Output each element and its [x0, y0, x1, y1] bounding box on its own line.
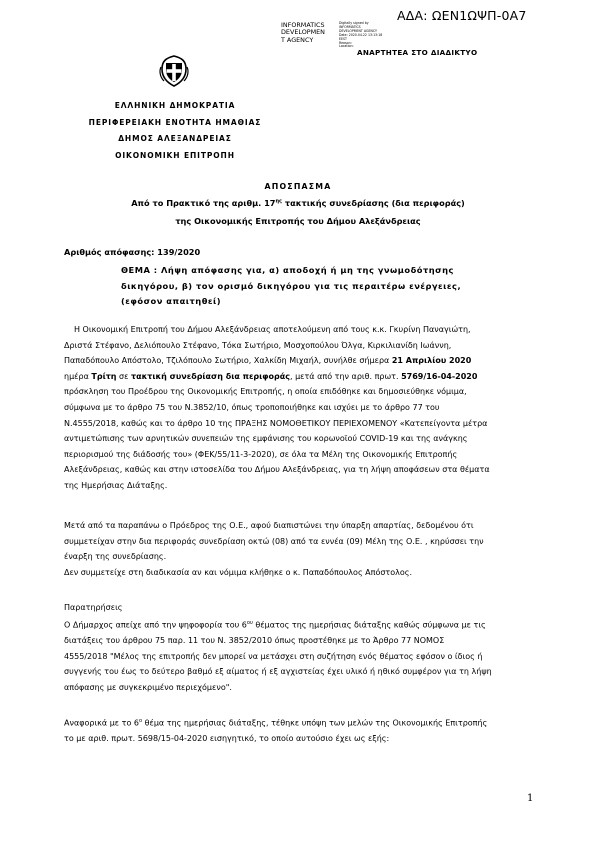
decision-number: Αριθμός απόφασης: 139/2020 [64, 247, 201, 257]
paragraph-line: περιορισμού της διάδοσής του» (ΦΕΚ/55/11-3-2020), σε όλα τα Μέλη της Οικονομικής Επιτροπής [64, 449, 458, 459]
paragraph-line: Αλεξάνδρειας, καθώς και στην ιστοσελίδα του Δήμου Αλεξάνδρειας, για τη λήψη αποφάσεων στα θέματα [64, 465, 490, 475]
session-day: Τρίτη [91, 371, 117, 381]
text: Ο Δήμαρχος απείχε από την ψηφοφορία του 6 [64, 620, 247, 630]
paragraph-line: Δεν συμμετείχε στη διαδικασία αν και νόμιμα κλήθηκε ο κ. Παπαδόπουλος Απόστολος. [64, 567, 413, 577]
stamp-detail: Date: 2020.04.22 13:13:18 [339, 32, 383, 37]
title-line-1-text: Από το Πρακτικό της αριθμ. 17 [131, 198, 276, 208]
paragraph-proposal [64, 714, 536, 747]
text: ημέρα [64, 371, 92, 381]
stamp-detail: Location: [339, 44, 354, 49]
internet-publication-note: ΑΝΑΡΤΗΤΕΑ ΣΤΟ ΔΙΑΔΙΚΤΥΟ [357, 48, 478, 57]
superscript: ο [139, 718, 143, 724]
ada-code: ΑΔΑ: ΩΕΝ1ΩΨΠ-0Α7 [397, 8, 527, 23]
org-line: ΠΕΡΙΦΕΡΕΙΑΚΗ ΕΝΟΤΗΤΑ ΗΜΑΘΙΑΣ [88, 117, 262, 127]
subject-line: δικηγόρου, β) τον ορισμό δικηγόρου για τις περαιτέρω ενέργειες, [121, 280, 462, 291]
text: Αναφορικά με το 6 [64, 718, 140, 728]
text: Παπαδόπουλο Απόστολο, Τζιλόπουλο Σωτήριο, Χαλκίδη Μιχαήλ, συνήλθε σήμερα [64, 356, 392, 366]
page-number: 1 [527, 793, 534, 804]
text: , μετά από την αριθ. πρωτ. [289, 371, 402, 381]
title-line-1-rest: τακτικής συνεδρίασης (δια περιφοράς) [282, 198, 465, 208]
paragraph-observations [64, 616, 536, 696]
paragraph-line: συμμετείχαν στην δια περιφοράς συνεδρίαση οκτώ (08) από τα εννέα (09) Μέλη της Ο.Ε. , κηρύσσει την [64, 536, 484, 546]
decision-subject [121, 263, 514, 310]
paragraph-line [64, 714, 536, 731]
document-heading: ΑΠΟΣΠΑΣΜΑ [264, 182, 332, 191]
signature-stamp-text [281, 22, 337, 44]
paragraph-line: έναρξη της συνεδρίασης. [64, 552, 167, 562]
title-superscript: ης [275, 198, 283, 205]
session-type: τακτική συνεδρίαση δια περιφοράς [130, 371, 290, 381]
stamp-detail: Reason: [339, 40, 352, 45]
signature-details [339, 22, 389, 49]
paragraph-line: πρόσκληση του Προέδρου της Οικονομικής Επιτροπής, η οποία επιδόθηκε και δημοσιεύθηκε νόμιμα, [64, 387, 467, 397]
stamp-detail: Digitally signed by [339, 21, 369, 25]
invitation-number: 5769/16-04-2020 [401, 371, 478, 381]
observations-heading: Παρατηρήσεις [64, 603, 123, 612]
organisation-header [60, 98, 290, 164]
org-line: ΟΙΚΟΝΟΜΙΚΗ ΕΠΙΤΡΟΠΗ [115, 150, 235, 160]
text: Η Οικονομική Επιτροπή του Δήμου Αλεξάνδρειας αποτελούμενη από τους κ.κ. Γκυρίνη Παναγιώτη, [74, 325, 471, 334]
paragraph-line: Δριστά Στέφανο, Δελιόπουλο Στέφανο, Τόκα Σωτήριο, Μοσχοπούλου Όλγα, Κιρκιλιανίδη Ιωάννη, [64, 340, 452, 350]
paragraph-line [64, 353, 536, 369]
paragraph-line [64, 322, 536, 338]
session-date: 21 Απριλίου 2020 [391, 356, 472, 366]
paragraph-line: συγγενής του έως το δεύτερο βαθμό εξ αίματος ή εξ αγχιστείας έχει υλικό ή ηθικό συμφέρον για τη λήψη [64, 667, 492, 677]
title-line-1 [60, 198, 536, 208]
paragraph-line: σύμφωνα με το άρθρο 75 του Ν.3852/10, όπως τροποποιήθηκε και ισχύει με το άρθρο 77 του [64, 402, 440, 412]
paragraph-line: αντιμετώπισης των αρνητικών συνεπειών της εμφάνισης του κορωνοϊού COVID-19 και της ανάγκης [64, 434, 468, 444]
org-line: ΕΛΛΗΝΙΚΗ ΔΗΜΟΚΡΑΤΙΑ [114, 101, 236, 110]
paragraph-line: Μετά από τα παραπάνω ο Πρόεδρος της Ο.Ε., αφού διαπιστώνει την ύπαρξη απαρτίας, δεδομένου ότι [64, 521, 474, 530]
greek-emblem-icon [158, 55, 190, 87]
paragraph-line: της Ημερήσιας Διάταξης. [64, 480, 168, 490]
paragraph-line: το με αριθ. πρωτ. 5698/15-04-2020 εισηγητικό, το οποίο αυτούσιο έχει ως εξής: [64, 734, 390, 744]
stamp-detail: DEVELOPMENT AGENCY [339, 28, 377, 33]
text: θέμα της ημερήσιας διάταξης, τέθηκε υπόψη των μελών της Οικονομικής Επιτροπής [142, 718, 488, 728]
stamp-detail: INFORMATICS [339, 24, 361, 29]
stamp-line: DEVELOPMEN [281, 28, 325, 37]
subject-line: (εφόσον απαιτηθεί) [121, 296, 222, 307]
paragraph-line [64, 369, 536, 385]
superscript: ου [246, 620, 253, 626]
paragraph-session [64, 322, 536, 494]
paragraph-line: 4555/2018 "Μέλος της επιτροπής δεν μπορεί να μετάσχει στη συζήτηση ενός θέματος εφόσον ο ίδιος ή [64, 651, 483, 661]
stamp-detail: EEST [339, 36, 347, 41]
org-line: ΔΗΜΟΣ ΑΛΕΞΑΝΔΡΕΙΑΣ [118, 134, 232, 143]
text: σε [116, 371, 131, 381]
paragraph-line: διατάξεις του άρθρου 75 παρ. 11 του Ν. 3852/2010 όπως προστέθηκε με το Άρθρο 77 ΝΟΜΟΣ [64, 636, 445, 646]
paragraph-line: Ν.4555/2018, καθώς και το άρθρο 10 της ΠΡΑΞΗΣ ΝΟΜΟΘΕΤΙΚΟΥ ΠΕΡΙΕΧΟΜΕΝΟΥ «Κατεπείγοντα μέτρα [64, 418, 488, 428]
stamp-line: INFORMATICS [281, 21, 325, 29]
paragraph-line: απόφασης με συγκεκριμένο περιεχόμενο". [64, 683, 232, 693]
stamp-line: T AGENCY [281, 35, 314, 44]
title-line-2: της Οικονομικής Επιτροπής του Δήμου Αλεξάνδρειας [175, 216, 421, 226]
paragraph-quorum [64, 518, 536, 580]
subject-line: ΘΕΜΑ : Λήψη απόφασης για, α) αποδοχή ή μη της γνωμοδότησης [121, 265, 454, 275]
paragraph-line [64, 616, 536, 633]
text: θέματος της ημερήσιας διάταξης καθώς σύμφωνα με τις [252, 620, 486, 630]
